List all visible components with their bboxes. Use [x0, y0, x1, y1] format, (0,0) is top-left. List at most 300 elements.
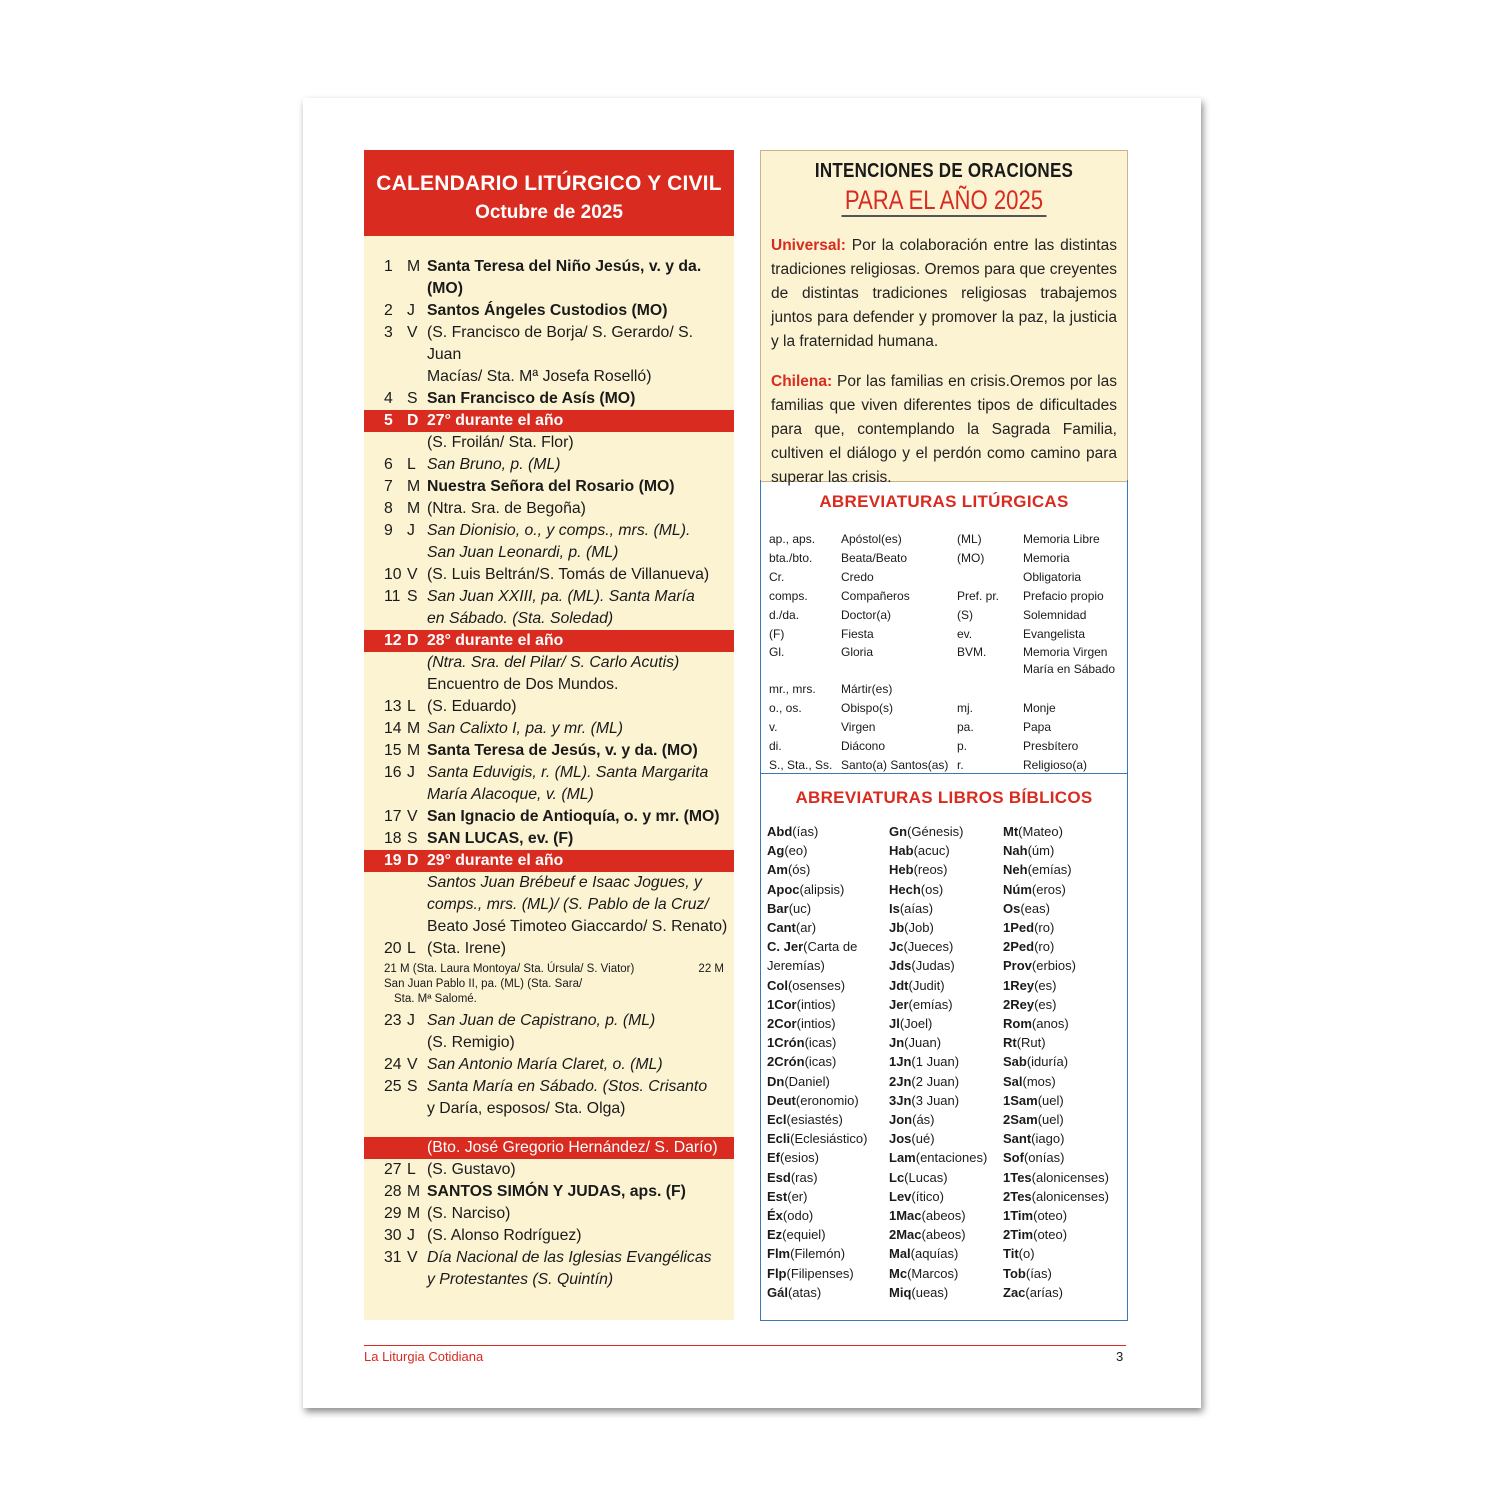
book-name-rest: (ías)	[792, 824, 819, 839]
book-code: Bar	[767, 900, 789, 916]
bible-book-abbreviation	[767, 841, 889, 860]
entry-weekday: J	[407, 1012, 415, 1029]
bible-book-abbreviation	[1003, 822, 1127, 841]
bible-book-abbreviation	[889, 1206, 1003, 1225]
bible-book-abbreviation	[889, 1033, 1003, 1052]
abbreviation-code: Gl.	[769, 645, 785, 659]
book-name-rest: (ras)	[790, 1169, 818, 1185]
book-code: Gál	[767, 1284, 788, 1300]
book-name-rest: (icas)	[804, 1035, 837, 1051]
book-code: Est	[767, 1188, 788, 1204]
liturgical-abbreviations-table	[769, 530, 1124, 775]
book-code: Abd	[767, 824, 793, 839]
book-name-rest: (Joel)	[899, 1016, 933, 1032]
calendar-entry-continuation: y Protestantes (S. Quintín)	[427, 1271, 614, 1288]
entry-weekday: S	[407, 830, 418, 847]
bible-book-abbreviation	[889, 1264, 1003, 1283]
abbreviation-meaning: Virgen	[841, 720, 876, 734]
book-code: Sab	[1003, 1054, 1027, 1070]
entry-day-number: 20	[384, 940, 402, 957]
entry-text: San Antonio María Claret, o. (ML)	[427, 1056, 663, 1073]
calendar-entry	[364, 762, 734, 784]
book-name-rest: (osenses)	[787, 977, 846, 993]
entry-text: (Sta. Irene)	[427, 940, 507, 957]
entry-weekday: L	[407, 456, 416, 473]
abbreviation-code: o., os.	[769, 701, 802, 715]
book-code: Ef	[767, 1150, 780, 1166]
bible-book-abbreviation	[1003, 976, 1127, 995]
abbreviation-meaning: Evangelista	[1023, 627, 1086, 641]
book-code: 2Cor	[767, 1016, 797, 1032]
calendar-entries	[364, 256, 734, 1291]
book-name-rest: (o)	[1018, 1246, 1035, 1262]
calendar-entry-continuation: Macías/ Sta. Mª Josefa Roselló)	[427, 368, 652, 385]
book-code: Rt	[1003, 1035, 1017, 1051]
calendar-entry-continuation: Santos Juan Brébeuf e Isaac Jogues, y	[427, 874, 702, 891]
entry-text: Nuestra Señora del Rosario (MO)	[427, 478, 675, 495]
book-name-rest: (Mateo)	[1018, 824, 1063, 839]
bible-book-abbreviation	[767, 1225, 889, 1244]
book-name-rest: (reos)	[913, 862, 948, 878]
entry-day-number: 25	[384, 1078, 402, 1095]
bible-book-abbreviation	[1003, 1033, 1127, 1052]
book-name-rest: (úm)	[1027, 843, 1055, 859]
abbreviation-meaning: Beata/Beato	[841, 551, 908, 565]
bible-book-abbreviation	[767, 1148, 889, 1167]
calendar-entry-continuation: Beato José Timoteo Giaccardo/ S. Renato)	[427, 918, 728, 935]
calendar-title: CALENDARIO LITÚRGICO Y CIVIL	[376, 172, 722, 195]
book-code: Miq	[889, 1284, 912, 1300]
entry-weekday: M	[407, 1205, 421, 1222]
bible-book-abbreviation	[767, 1244, 889, 1263]
entry-text: 29° durante el año	[427, 852, 564, 869]
book-code: Lc	[889, 1169, 905, 1185]
bible-book-abbreviation	[1003, 1244, 1127, 1263]
bible-book-abbreviation	[889, 822, 1003, 841]
abbreviation-row	[769, 587, 1124, 606]
bible-book-abbreviation	[1003, 841, 1127, 860]
entry-weekday: J	[407, 522, 415, 539]
footer-publication: La Liturgia Cotidiana	[364, 1349, 484, 1364]
liturgical-abbreviations-box	[760, 480, 1128, 774]
abbreviation-code: S., Sta., Ss.	[769, 758, 833, 772]
book-name-rest: (odo)	[782, 1208, 814, 1224]
book-code: 2Jn	[889, 1073, 912, 1089]
book-name-rest: (anos)	[1031, 1016, 1069, 1032]
book-name-rest: (ué)	[911, 1131, 935, 1147]
bible-column-1	[767, 822, 889, 1302]
abbreviation-code: (F)	[769, 627, 785, 641]
abbreviation-meaning: Gloria	[841, 645, 874, 659]
book-code: Neh	[1003, 862, 1028, 878]
entry-day-number: 5	[384, 412, 393, 429]
book-code: Jon	[889, 1112, 913, 1128]
bible-abbreviations-title: ABREVIATURAS LIBROS BÍBLICOS	[795, 788, 1093, 807]
book-name-rest: (ro)	[1034, 939, 1055, 955]
book-name-rest: (Filemón)	[790, 1246, 846, 1262]
book-name-rest: (abeos)	[921, 1227, 966, 1243]
bible-book-abbreviation	[767, 1168, 889, 1187]
entry-day-number: 17	[384, 808, 402, 825]
bible-book-abbreviation	[889, 1129, 1003, 1148]
book-name-rest: (os)	[920, 881, 944, 897]
entry-weekday: M	[407, 478, 421, 495]
calendar-header	[364, 150, 734, 236]
entry-weekday: J	[407, 302, 415, 319]
book-code: Apoc	[767, 881, 800, 897]
book-code: Tit	[1003, 1246, 1019, 1262]
book-name-rest: (alonicenses)	[1031, 1188, 1109, 1204]
entry-text: 28° durante el año	[427, 632, 564, 649]
calendar-entry	[364, 586, 734, 608]
entry-day-number: 13	[384, 698, 402, 715]
entry-day-number: 9	[384, 522, 393, 539]
entry-text: San Calixto I, pa. y mr. (ML)	[427, 720, 624, 737]
entry-weekday: J	[407, 1227, 415, 1244]
abbreviation-meaning: Memoria Virgen María en Sábado	[1023, 645, 1116, 676]
book-name-rest: (aquías)	[910, 1246, 959, 1262]
book-code: Esd	[767, 1169, 791, 1185]
book-code: Am	[767, 862, 788, 878]
abbreviation-code: Cr.	[769, 570, 785, 584]
book-code: 1Tes	[1003, 1169, 1032, 1185]
bible-book-abbreviation	[767, 1072, 889, 1091]
entry-text: (S. Narciso)	[427, 1205, 511, 1222]
entry-weekday: V	[407, 1056, 418, 1073]
bible-book-abbreviation	[1003, 1052, 1127, 1071]
entry-day-number: 11	[384, 588, 401, 605]
entry-text: San Ignacio de Antioquía, o. y mr. (MO)	[427, 808, 720, 825]
book-name-rest: (Carta de	[803, 939, 858, 955]
bible-book-abbreviation	[767, 918, 889, 937]
abbreviation-meaning: Credo	[841, 570, 874, 584]
entry-day-number: 23	[384, 1012, 402, 1029]
bible-book-abbreviation	[889, 1014, 1003, 1033]
bible-book-abbreviation	[767, 937, 889, 956]
entry-26-text: (Bto. José Gregorio Hernández/ S. Darío)	[427, 1139, 718, 1156]
book-code: Prov	[1003, 958, 1032, 974]
abbreviation-row	[769, 718, 1124, 737]
calendar-entry-sunday	[364, 410, 734, 432]
calendar-entry	[364, 256, 734, 300]
book-code: Jds	[889, 958, 912, 974]
abbreviation-row	[769, 568, 1124, 587]
entry-weekday: M	[407, 742, 421, 759]
book-code: Flp	[767, 1265, 787, 1281]
book-name-rest: (acuc)	[913, 843, 950, 859]
book-name-rest: (ós)	[787, 862, 811, 878]
book-name-rest: (intios)	[796, 996, 836, 1012]
entry-day-number: 24	[384, 1056, 402, 1073]
book-code: Jc	[889, 939, 904, 955]
book-code: Sant	[1003, 1131, 1032, 1147]
book-name-rest: (eo)	[784, 843, 808, 859]
bible-book-abbreviation	[767, 1187, 889, 1206]
book-code: Jn	[889, 1035, 905, 1051]
entry-weekday: M	[407, 258, 421, 275]
bible-book-abbreviation	[767, 995, 889, 1014]
abbreviation-code: mr., mrs.	[769, 682, 816, 696]
bible-book-abbreviation	[767, 1206, 889, 1225]
entry-weekday: V	[407, 324, 418, 341]
entry-weekday: M	[407, 1183, 421, 1200]
book-code: Jdt	[889, 977, 909, 993]
book-name-rest: (Job)	[904, 920, 934, 936]
calendar-entry	[364, 938, 734, 960]
book-code: 1Rey	[1003, 977, 1035, 993]
book-code: 1Sam	[1003, 1092, 1038, 1108]
book-code: Zac	[1003, 1284, 1026, 1300]
bible-book-abbreviation	[889, 956, 1003, 975]
entry-weekday: L	[407, 698, 416, 715]
abbreviation-meaning: Obligatoria	[1023, 570, 1082, 584]
bible-book-abbreviation	[767, 1264, 889, 1283]
calendar-entry	[364, 454, 734, 476]
bible-book-abbreviation	[889, 1072, 1003, 1091]
entry-weekday: L	[407, 940, 416, 957]
abbreviation-meaning: Santo(a) Santos(as)	[841, 758, 949, 772]
calendar-entry	[364, 1159, 734, 1181]
entry-weekday: S	[407, 588, 418, 605]
calendar-entry-21-22	[364, 960, 734, 1010]
calendar-entry	[364, 1247, 734, 1269]
book-code: Col	[767, 977, 788, 993]
book-name-rest: (mos)	[1022, 1073, 1056, 1089]
calendar-entry	[364, 564, 734, 586]
book-code: 2Sam	[1003, 1112, 1038, 1128]
entry-text: Santa Eduvigis, r. (ML). Santa Margarita	[427, 764, 709, 781]
bible-book-abbreviation	[889, 1052, 1003, 1071]
book-code: Ag	[767, 843, 785, 859]
entry-text: (S. Luis Beltrán/S. Tomás de Villanueva)	[427, 566, 710, 583]
bible-book-abbreviation	[889, 918, 1003, 937]
book-code: Flm	[767, 1246, 791, 1262]
bible-book-abbreviation	[767, 1033, 889, 1052]
book-name-rest: (intios)	[796, 1016, 836, 1032]
calendar-entry	[364, 1054, 734, 1076]
abbreviation-meaning: Solemnidad	[1023, 608, 1087, 622]
calendar-entry-continuation: comps., mrs. (ML)/ (S. Pablo de la Cruz/	[427, 896, 709, 913]
abbreviation-row	[769, 699, 1124, 718]
bible-book-abbreviation	[1003, 1014, 1127, 1033]
bible-column-2	[889, 822, 1003, 1302]
book-name-rest: (uel)	[1037, 1112, 1064, 1128]
entry-day-number: 18	[384, 830, 402, 847]
calendar-entry-continuation: (S. Froilán/ Sta. Flor)	[427, 434, 574, 451]
book-name-rest: (uel)	[1037, 1092, 1064, 1108]
bible-book-abbreviation	[767, 1110, 889, 1129]
bible-book-abbreviation	[767, 1283, 889, 1302]
book-code: Heb	[889, 862, 914, 878]
abbreviation-meaning: Doctor(a)	[841, 608, 892, 622]
book-code: 3Jn	[889, 1092, 912, 1108]
book-name-rest: (2 Juan)	[911, 1073, 960, 1089]
bible-book-abbreviation	[767, 860, 889, 879]
book-name-rest: (alonicenses)	[1031, 1169, 1109, 1185]
abbreviation-meaning: Presbítero	[1023, 739, 1079, 753]
abbreviation-row	[769, 530, 1124, 549]
book-name-rest: (atas)	[787, 1284, 822, 1300]
bible-abbreviations-table	[767, 822, 1127, 1302]
bible-book-abbreviation	[1003, 956, 1127, 975]
bible-book-abbreviation	[1003, 1206, 1127, 1225]
book-code: Ez	[767, 1227, 783, 1243]
bible-book-abbreviation	[889, 1244, 1003, 1263]
abbreviation-code: mj.	[957, 701, 973, 715]
entry-22-text-cont: Sta. Mª Salomé.	[394, 993, 477, 1005]
entry-weekday: M	[407, 720, 421, 737]
bible-book-abbreviation	[1003, 1129, 1127, 1148]
abbreviation-code: bta./bto.	[769, 551, 813, 565]
calendar-entry	[364, 740, 734, 762]
entry-text: Santa Teresa de Jesús, v. y da. (MO)	[427, 742, 698, 759]
entry-text: Santos Ángeles Custodios (MO)	[427, 302, 668, 319]
book-code: Jl	[889, 1016, 900, 1032]
page-sheet	[303, 98, 1201, 1408]
abbreviation-code: v.	[769, 720, 778, 734]
calendar-entry-continuation: Encuentro de Dos Mundos.	[427, 676, 619, 693]
bible-book-abbreviation	[1003, 937, 1127, 956]
calendar-spacer	[364, 1120, 734, 1137]
abbreviation-code: (ML)	[957, 532, 982, 546]
book-name-rest: (esiastés)	[786, 1112, 843, 1128]
book-code: Nah	[1003, 843, 1028, 859]
intentions-year-title: PARA EL AÑO 2025	[842, 185, 1047, 217]
bible-book-abbreviation	[1003, 880, 1127, 899]
entry-text: San Bruno, p. (ML)	[427, 456, 561, 473]
book-name-rest: (aías)	[899, 900, 934, 916]
book-name-rest: (Daniel)	[784, 1073, 830, 1089]
book-code: Rom	[1003, 1016, 1032, 1032]
book-name-rest: (Marcos)	[907, 1265, 959, 1281]
abbreviation-row	[769, 737, 1124, 756]
entry-text: (Ntra. Sra. de Begoña)	[427, 500, 586, 517]
book-code: Mc	[889, 1265, 908, 1281]
book-name-rest: (Lucas)	[904, 1169, 948, 1185]
book-code: 2Crón	[767, 1054, 805, 1070]
calendar-entry	[364, 1181, 734, 1203]
bible-book-abbreviation	[1003, 1110, 1127, 1129]
book-name-rest: (erbios)	[1031, 958, 1076, 974]
entry-weekday: J	[407, 764, 415, 781]
bible-book-abbreviation	[1003, 1283, 1127, 1302]
bible-book-abbreviation	[767, 880, 889, 899]
book-name-rest: (Filipenses)	[786, 1265, 854, 1281]
abbreviation-code: ev.	[957, 627, 973, 641]
liturgical-abbreviations-title: ABREVIATURAS LITÚRGICAS	[819, 492, 1069, 511]
book-name-rest: (eros)	[1031, 881, 1066, 897]
intention-chilena-text: Por las familias en crisis.Oremos por las familias que viven diferentes tipos de dificultades para que, contemplando la Sagrada Familia, cultiven el diálogo y el perdón como camino para superar las crisis.	[771, 373, 1117, 486]
book-name-rest: (Jueces)	[903, 939, 954, 955]
entry-text: San Juan de Capistrano, p. (ML)	[427, 1012, 656, 1029]
calendar-entry-continuation: (Ntra. Sra. del Pilar/ S. Carlo Acutis)	[427, 654, 680, 671]
calendar-entry	[364, 1076, 734, 1098]
intentions-title: INTENCIONES DE ORACIONES	[814, 160, 1074, 182]
bible-book-abbreviation	[767, 822, 889, 841]
book-name-rest: (oteo)	[1033, 1208, 1068, 1224]
book-name-rest: (icas)	[804, 1054, 837, 1070]
book-name-rest: (3 Juan)	[911, 1092, 960, 1108]
book-name-rest: (Juan)	[904, 1035, 942, 1051]
book-code: 2Rey	[1003, 996, 1035, 1012]
calendar-entry-continuation: y Daría, esposos/ Sta. Olga)	[427, 1100, 626, 1117]
abbreviation-code: (S)	[957, 608, 973, 622]
abbreviation-meaning: Obispo(s)	[841, 701, 894, 715]
book-name-rest: (onías)	[1023, 1150, 1065, 1166]
calendar-entry-continuation: (S. Remigio)	[427, 1034, 515, 1051]
book-code: Jer	[889, 996, 909, 1012]
entry-text: SAN LUCAS, ev. (F)	[427, 830, 574, 847]
abbreviation-meaning: Mártir(es)	[841, 682, 893, 696]
entry-text: SANTOS SIMÓN Y JUDAS, aps. (F)	[427, 1183, 686, 1200]
bible-book-abbreviation	[889, 1225, 1003, 1244]
bible-book-abbreviation	[889, 1187, 1003, 1206]
liturgical-calendar	[364, 150, 734, 1320]
abbreviation-code: pa.	[957, 720, 974, 734]
entry-weekday: D	[407, 852, 419, 869]
entry-day-number: 6	[384, 456, 393, 473]
entry-weekday: D	[407, 632, 419, 649]
prayer-intentions-box	[760, 150, 1128, 486]
calendar-entry-continuation: San Juan Leonardi, p. (ML)	[427, 544, 619, 561]
book-code: 2Tes	[1003, 1188, 1032, 1204]
entry-weekday: V	[407, 1249, 418, 1266]
bible-book-abbreviation	[767, 1014, 889, 1033]
entry-day-number: 2	[384, 302, 393, 319]
book-name-rest: (ás)	[912, 1112, 935, 1128]
abbreviation-code: p.	[957, 739, 968, 753]
bible-book-abbreviation	[767, 956, 889, 975]
book-code: Sal	[1003, 1073, 1023, 1089]
abbreviation-row	[769, 549, 1124, 568]
book-code: Jos	[889, 1131, 912, 1147]
book-code: Os	[1003, 900, 1021, 916]
abbreviation-row	[769, 680, 1124, 699]
entry-text: (S. Alonso Rodríguez)	[427, 1227, 582, 1244]
entry-day-number: 14	[384, 720, 402, 737]
book-name-rest: (iduría)	[1026, 1054, 1069, 1070]
entry-weekday: S	[407, 1078, 418, 1095]
bible-book-abbreviation	[889, 1148, 1003, 1167]
entry-21-text: 21 M (Sta. Laura Montoya/ Sta. Úrsula/ S. Viator)	[384, 963, 635, 975]
book-code: 1Ped	[1003, 920, 1035, 936]
book-code: Cant	[767, 920, 796, 936]
bible-book-abbreviation	[767, 899, 889, 918]
abbreviation-meaning: Compañeros	[841, 589, 910, 603]
bible-book-abbreviation	[1003, 860, 1127, 879]
bible-book-abbreviation	[1003, 1187, 1127, 1206]
book-code: C. Jer	[767, 939, 804, 955]
bible-book-abbreviation	[767, 1129, 889, 1148]
entry-day-number: 12	[384, 632, 402, 649]
entry-day-number: 4	[384, 390, 393, 407]
book-name-rest: (1 Juan)	[911, 1054, 960, 1070]
bible-book-abbreviation	[767, 1091, 889, 1110]
book-name-rest: (eronomio)	[795, 1092, 859, 1108]
book-code: Hech	[889, 881, 921, 897]
book-name-rest: (Judas)	[911, 958, 955, 974]
entry-day-number: 8	[384, 500, 393, 517]
bible-book-abbreviation	[767, 976, 889, 995]
bible-book-abbreviation	[889, 1110, 1003, 1129]
abbreviation-code: r.	[957, 758, 964, 772]
calendar-entry-continuation: en Sábado. (Sta. Soledad)	[427, 610, 614, 627]
book-code: 1Tim	[1003, 1208, 1034, 1224]
abbreviation-meaning: Apóstol(es)	[841, 532, 902, 546]
bible-book-abbreviation	[1003, 1072, 1127, 1091]
calendar-entry	[364, 828, 734, 850]
book-code: Ecli	[767, 1131, 791, 1147]
